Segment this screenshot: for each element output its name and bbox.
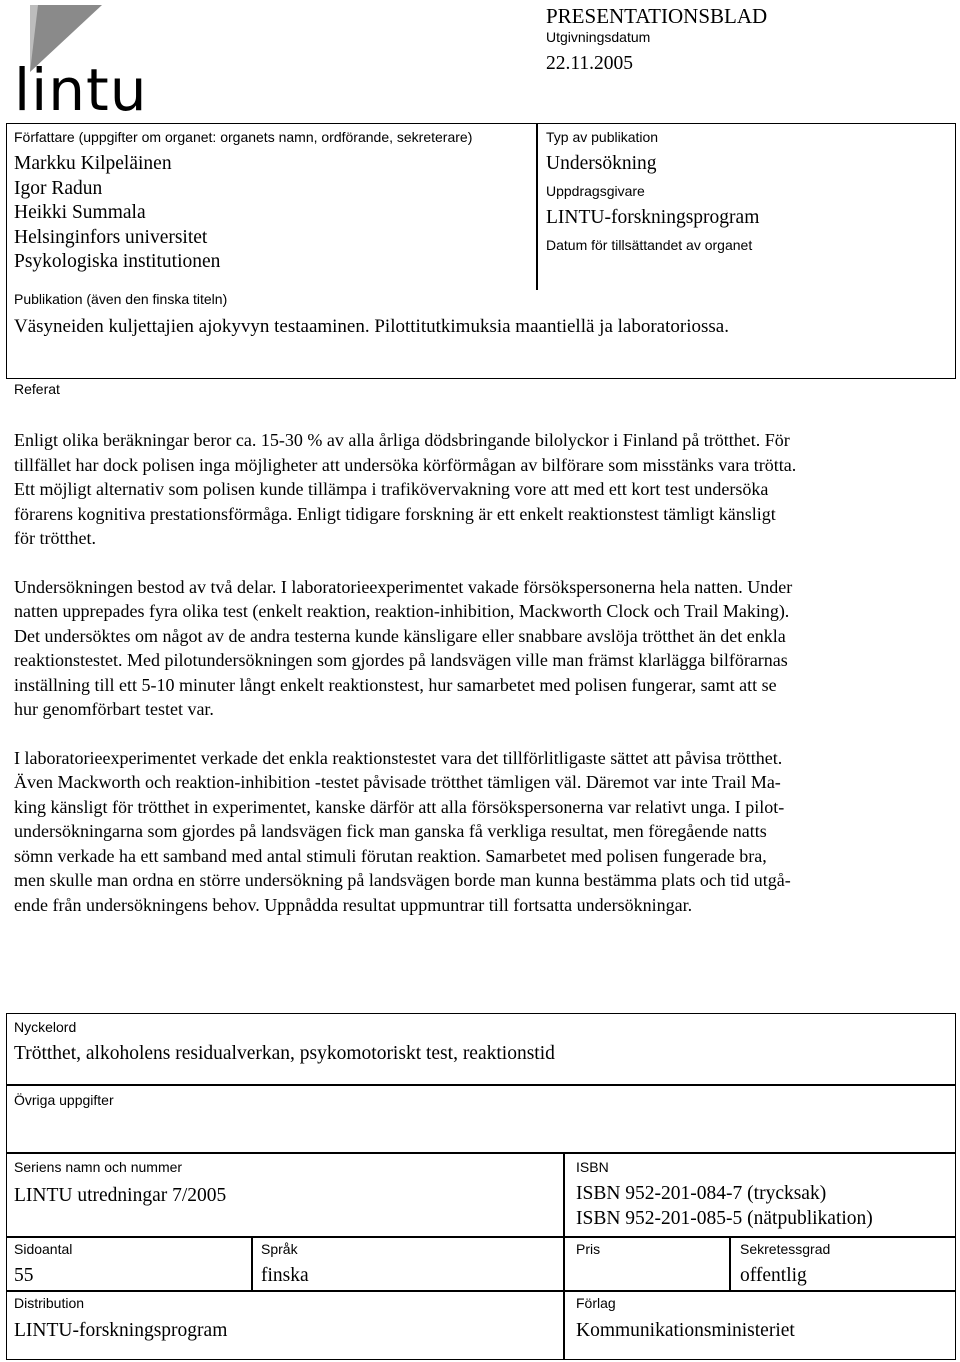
commissioner-value: LINTU-forskningsprogram — [546, 207, 760, 228]
abstract-paragraph — [14, 746, 949, 918]
abstract-line: Enligt olika beräkningar beror ca. 15-30 % av alla årliga dödsbringande bilolyckor i Finland på trötthet. För — [14, 430, 790, 450]
divider-vertical-classification — [729, 1236, 731, 1290]
author-line: Heikki Summala — [14, 202, 146, 223]
keywords-label: Nyckelord — [14, 1019, 77, 1035]
abstract-line: tillfället har dock polisen inga möjligheter att undersöka körförmågan av bilförare som misstänks vara trötta. — [14, 454, 797, 475]
author-line: Psykologiska institutionen — [14, 251, 221, 272]
isbn-line: ISBN 952-201-085-5 (nätpublikation) — [576, 1207, 873, 1229]
divider-other-info — [6, 1152, 956, 1154]
abstract-line: sömn verkade ha ett samband med antal stimuli förutan reaktion. Samarbetet med polisen fungerade bra, — [14, 845, 767, 866]
publication-title: Väsyneiden kuljettajien ajokyvyn testaaminen. Pilottitutkimuksia maantiellä ja laboratoriossa. — [14, 316, 729, 337]
publication-type-label: Typ av publikation — [546, 129, 659, 145]
classification-label: Sekretessgrad — [740, 1241, 831, 1257]
abstract-line: Det undersöktes om något av de andra testerna kunde känsligare eller snabbare avslöja trötthet än det enkla — [14, 625, 786, 646]
abstract-line: ende från undersökningens behov. Uppnådda resultat uppmuntrar till fortsatta undersökningar. — [14, 894, 693, 915]
publisher-label: Förlag — [576, 1295, 616, 1311]
divider-keywords — [6, 1084, 956, 1086]
form-title: PRESENTATIONSBLAD — [546, 4, 768, 28]
date-label: Utgivningsdatum — [546, 29, 651, 45]
series-label: Seriens namn och nummer — [14, 1159, 183, 1175]
divider-vertical-language — [251, 1236, 253, 1290]
distribution-value: LINTU-forskningsprogram — [14, 1320, 228, 1341]
pages-label: Sidoantal — [14, 1241, 73, 1257]
distribution-label: Distribution — [14, 1295, 85, 1311]
abstract-line: förarens kognitiva prestationsförmåga. Enligt tidigare forskning är ett enkelt reaktionstest tämligt känsligt — [14, 503, 776, 524]
pages-value: 55 — [14, 1265, 34, 1286]
abstract-line: Ett möjligt alternativ som polisen kunde tillämpa i trafikövervakning vore att med ett kort test undersöka — [14, 479, 769, 499]
publication-label: Publikation (även den finska titeln) — [14, 291, 228, 307]
abstract-line: king känsligt för trötthet in experimentet, kanske därför att alla försökspersonerna var relativt unga. I pilot- — [14, 796, 785, 817]
isbn-list — [576, 1182, 873, 1231]
divider-pages — [6, 1290, 956, 1292]
author-line: Igor Radun — [14, 177, 103, 199]
abstract-line: natten upprepades fyra olika test (enkelt reaktion, reaktion-inhibition, Mackworth Clock och Trail Making). — [14, 601, 790, 621]
abstract-paragraph — [14, 428, 949, 551]
abstract-line: Även Mackworth och reaktion-inhibition -testet påvisade trötthet tämligen väl. Däremot var inte Trail Ma- — [14, 772, 781, 792]
other-info-label: Övriga uppgifter — [14, 1092, 114, 1108]
commissioner-label: Uppdragsgivare — [546, 183, 645, 199]
authors-list — [14, 152, 220, 275]
abstract-line: reaktionstestet. Med pilotundersökningen som gjordes på landsvägen ville man främst klarlägga bilförarnas — [14, 650, 788, 670]
language-label: Språk — [261, 1241, 298, 1257]
divider-series — [6, 1236, 956, 1238]
abstract-paragraph — [14, 575, 949, 722]
authors-label: Författare (uppgifter om organet: organets namn, ordförande, sekreterare) — [14, 129, 473, 145]
date-value: 22.11.2005 — [546, 53, 634, 74]
isbn-line: ISBN 952-201-084-7 (trycksak) — [576, 1183, 827, 1204]
appointment-date-label: Datum för tillsättandet av organet — [546, 237, 753, 253]
author-line: Helsinginfors universitet — [14, 226, 208, 248]
isbn-label: ISBN — [576, 1159, 609, 1175]
abstract-line: hur genomförbart testet var. — [14, 699, 214, 719]
publisher-value: Kommunikationsministeriet — [576, 1320, 795, 1341]
price-label: Pris — [576, 1241, 601, 1257]
language-value: finska — [261, 1265, 309, 1286]
abstract-line: för trötthet. — [14, 528, 96, 548]
abstract-line: Undersökningen bestod av två delar. I laboratorieexperimentet vakade försökspersonerna hela natten. Under — [14, 576, 793, 597]
lintu-logo — [12, 2, 152, 124]
abstract-line: undersökningarna som gjordes på landsvägen fick man ganska få verkliga resultat, men föregående natts — [14, 821, 767, 841]
classification-value: offentlig — [740, 1265, 807, 1286]
publication-type-value: Undersökning — [546, 153, 657, 174]
abstract-label: Referat — [14, 381, 60, 397]
logo-text: lintu — [14, 56, 148, 124]
abstract-line: I laboratorieexperimentet verkade det enkla reaktionstestet vara det tillförlitligaste sättet att påvisa trötthet. — [14, 747, 783, 768]
author-line: Markku Kilpeläinen — [14, 153, 172, 174]
series-value: LINTU utredningar 7/2005 — [14, 1185, 227, 1206]
top-divider-vertical — [536, 123, 538, 290]
abstract-line: inställning till ett 5-10 minuter långt enkelt reaktionstest, hur samarbetet med polisen fungerar, samt att se — [14, 674, 777, 695]
abstract-line: men skulle man ordna en större undersökning på landsvägen borde man kunna bestämma plats och tid utgå- — [14, 870, 791, 890]
keywords-value: Trötthet, alkoholens residualverkan, psykomotoriskt test, reaktionstid — [14, 1043, 555, 1064]
abstract-body — [14, 428, 949, 941]
divider-vertical-center — [563, 1152, 565, 1360]
